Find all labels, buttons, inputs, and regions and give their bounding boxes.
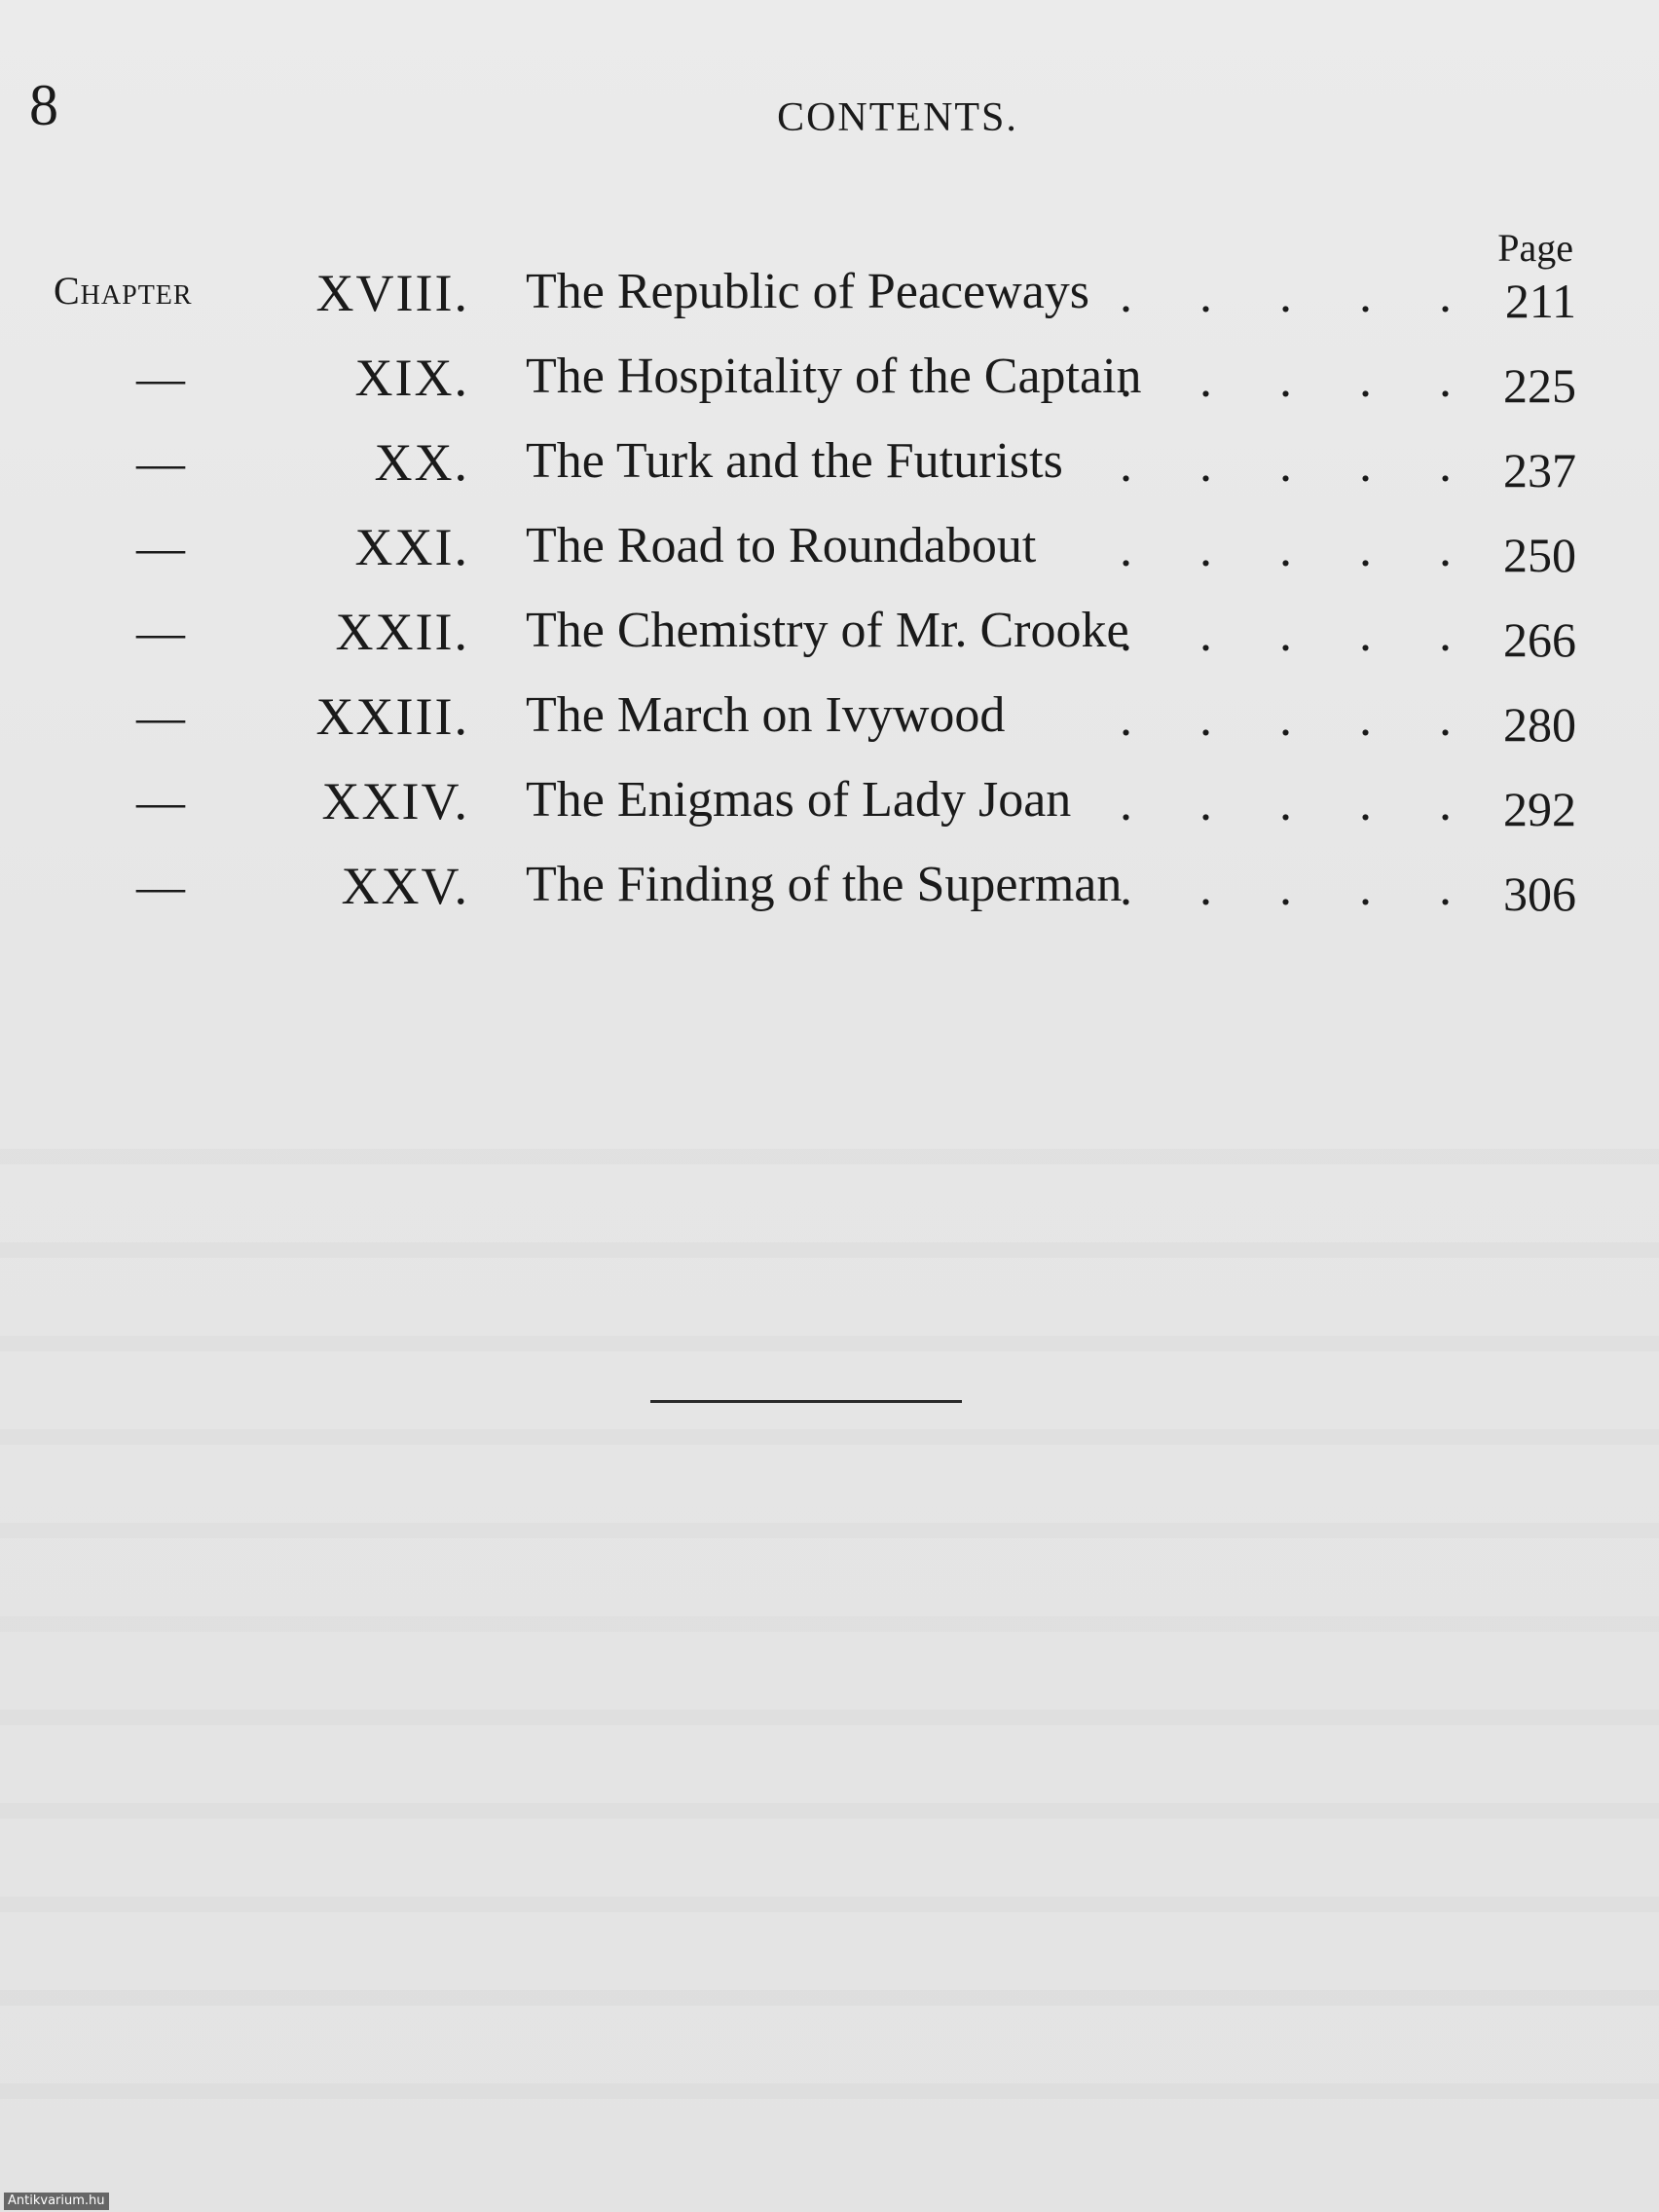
chapter-title: The Turk and the Futurists bbox=[526, 433, 1063, 489]
chapter-title: The Chemistry of Mr. Crooke bbox=[526, 603, 1129, 658]
toc-entry bbox=[0, 258, 1659, 343]
page-reference: 250 bbox=[1503, 528, 1576, 582]
leader-dots: . . . . . bbox=[1120, 691, 1479, 747]
page-reference: 280 bbox=[1503, 697, 1576, 752]
page-reference: 225 bbox=[1503, 358, 1576, 413]
toc-entry bbox=[0, 851, 1659, 936]
ditto-dash: — bbox=[136, 605, 185, 659]
page-reference: 237 bbox=[1503, 443, 1576, 498]
ditto-dash: — bbox=[136, 774, 185, 829]
watermark: Antikvarium.hu bbox=[4, 2193, 109, 2210]
chapter-numeral: XIX. bbox=[354, 349, 469, 407]
chapter-title: The Enigmas of Lady Joan bbox=[526, 772, 1072, 828]
toc-entry bbox=[0, 343, 1659, 427]
leader-dots: . . . . . bbox=[1120, 437, 1479, 493]
ditto-dash: — bbox=[136, 435, 185, 490]
chapter-title: The Road to Roundabout bbox=[526, 518, 1037, 573]
toc-entry bbox=[0, 512, 1659, 597]
page-reference: 266 bbox=[1503, 612, 1576, 667]
page-reference: 292 bbox=[1503, 782, 1576, 836]
leader-dots: . . . . . bbox=[1120, 607, 1479, 662]
leader-dots: . . . . . bbox=[1120, 268, 1479, 323]
chapter-title: The Republic of Peaceways bbox=[526, 264, 1090, 319]
page-column-label: Page bbox=[1497, 226, 1573, 270]
leader-dots: . . . . . bbox=[1120, 861, 1479, 916]
chapter-title: The Hospitality of the Captain bbox=[526, 349, 1142, 404]
chapter-numeral: XXI. bbox=[354, 518, 469, 576]
chapter-numeral: XX. bbox=[374, 433, 469, 492]
page-reference: 211 bbox=[1504, 274, 1576, 328]
toc-entry bbox=[0, 597, 1659, 682]
page-number: 8 bbox=[29, 73, 58, 137]
chapter-numeral: XXV. bbox=[341, 857, 469, 915]
toc-entry bbox=[0, 766, 1659, 851]
toc-entry bbox=[0, 427, 1659, 512]
ditto-dash: — bbox=[136, 689, 185, 744]
leader-dots: . . . . . bbox=[1120, 776, 1479, 831]
chapter-label: Chapter bbox=[54, 269, 193, 313]
leader-dots: . . . . . bbox=[1120, 352, 1479, 408]
leader-dots: . . . . . bbox=[1120, 522, 1479, 577]
chapter-numeral: XXII. bbox=[335, 603, 469, 661]
chapter-title: The March on Ivywood bbox=[526, 687, 1006, 743]
ditto-dash: — bbox=[136, 520, 185, 574]
chapter-numeral: XXIII. bbox=[315, 687, 469, 746]
chapter-numeral: XVIII. bbox=[315, 264, 469, 322]
show-through-texture bbox=[0, 1071, 1659, 2142]
page-reference: 306 bbox=[1503, 866, 1576, 921]
section-rule bbox=[650, 1400, 962, 1403]
ditto-dash: — bbox=[136, 350, 185, 405]
chapter-numeral: XXIV. bbox=[321, 772, 469, 830]
toc-entry bbox=[0, 682, 1659, 766]
running-head: CONTENTS. bbox=[777, 95, 1018, 140]
chapter-title: The Finding of the Superman bbox=[526, 857, 1123, 912]
ditto-dash: — bbox=[136, 859, 185, 913]
